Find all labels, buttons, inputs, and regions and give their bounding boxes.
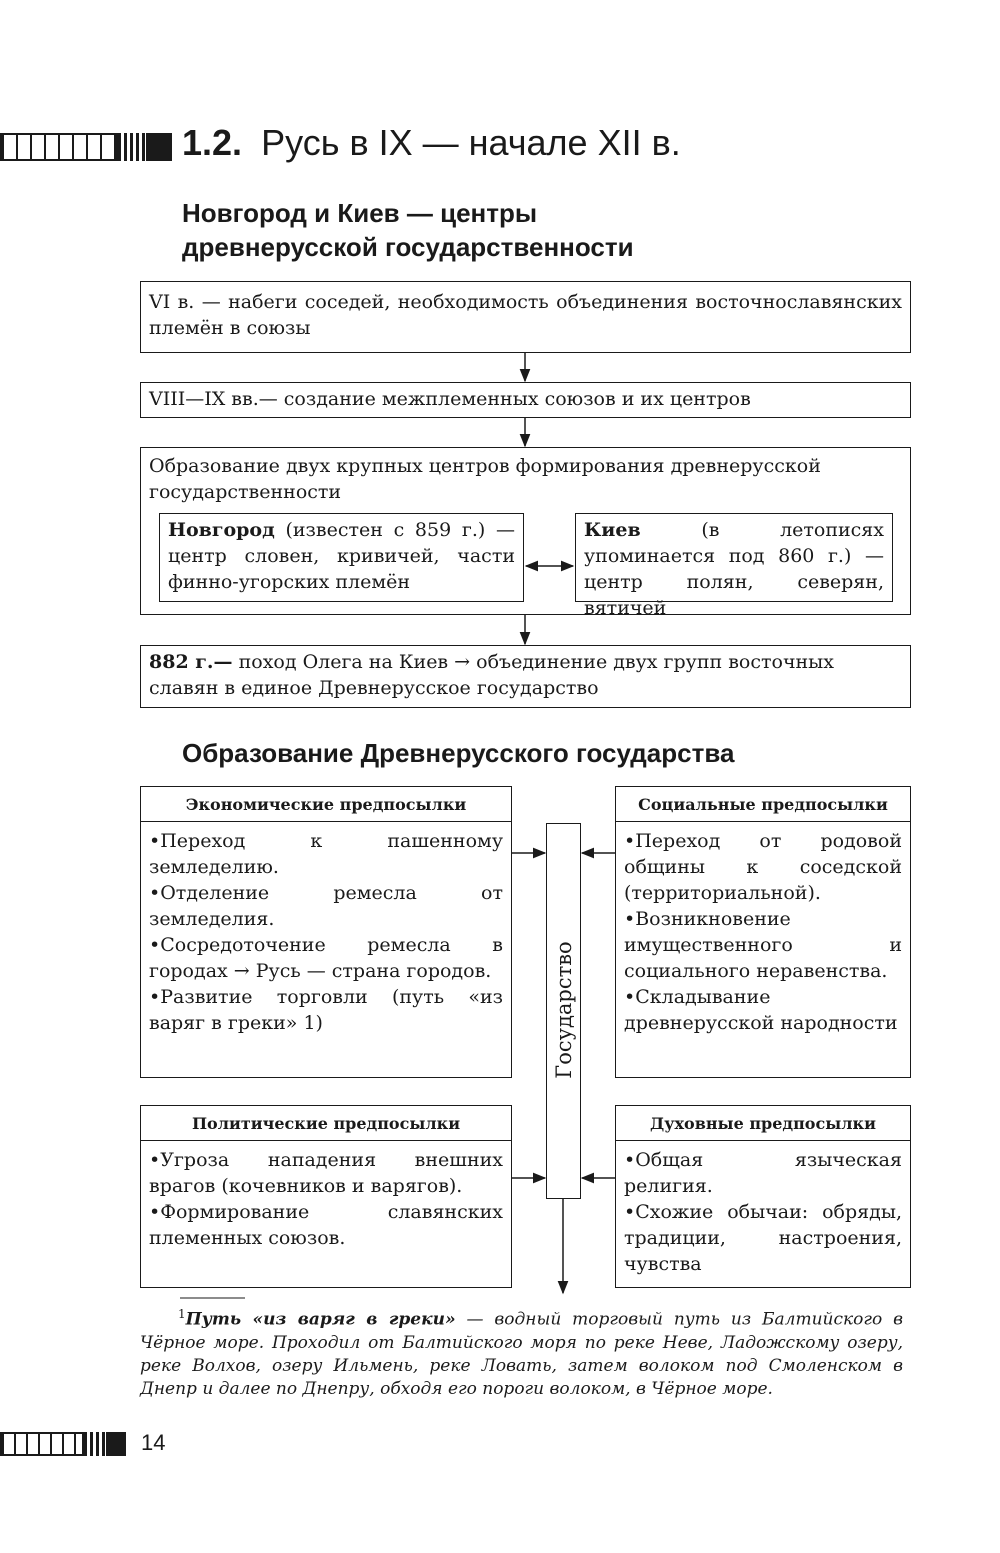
- spiritual-item-1: •Общая языческая религия.: [624, 1149, 902, 1197]
- social-item-1: •Переход от родовой общины к соседской (территориальной).: [624, 830, 902, 904]
- economic-item-2: •Отделение ремесла от земледелия.: [149, 882, 503, 930]
- part1-heading-line2: древнерусской государственности: [182, 232, 634, 262]
- social-item-2: •Возникновение имущественного и социального неравенства.: [624, 908, 902, 982]
- flow-box-882-text: поход Олега на Киев → объединение двух групп восточных славян в единое Древнерусское государство: [149, 651, 835, 699]
- state-label: Государство: [552, 941, 576, 1079]
- flow-box-8-9th-century-text: VIII—IX вв.— создание межплеменных союзов и их центров: [149, 388, 751, 410]
- novgorod-name: Новгород: [168, 519, 275, 541]
- kiev-name: Киев: [584, 519, 641, 541]
- economic-item-1: •Переход к пашенному земледелию.: [149, 830, 503, 878]
- footnote-mark: 1: [178, 1307, 186, 1321]
- spiritual-title: Духовные предпосылки: [650, 1113, 876, 1133]
- economic-title: Экономические предпосылки: [185, 794, 467, 814]
- social-item-3: •Складывание древнерусской народности: [624, 986, 898, 1034]
- year-882: 882 г.—: [149, 651, 233, 673]
- social-title: Социальные предпосылки: [638, 794, 888, 814]
- flow-box-6th-century-text: VI в. — набеги соседей, необходимость объединения восточнославянских племён в союзы: [149, 291, 902, 339]
- kiev-text: (в летописях упоминается под 860 г.) — центр полян, северян, вятичей: [584, 519, 884, 619]
- page-number: 14: [141, 1430, 166, 1455]
- spiritual-item-2: •Схожие обычаи: обряды, традиции, настроения, чувства: [624, 1201, 902, 1275]
- page-number-bars-decoration: [0, 1432, 126, 1456]
- political-item-2: •Формирование славянских племенных союзов.: [149, 1201, 503, 1249]
- political-item-1: •Угроза нападения внешних врагов (кочевников и варягов).: [149, 1149, 503, 1197]
- political-title: Политические предпосылки: [191, 1113, 461, 1133]
- footnote: [140, 1303, 903, 1401]
- economic-item-3: •Сосредоточение ремесла в городах → Русь — страна городов.: [149, 934, 503, 982]
- economic-item-4: •Развитие торговли (путь «из варяг в греки» 1): [149, 986, 503, 1034]
- two-centers-title: Образование двух крупных центров формирования древнерусской государственности: [149, 455, 821, 503]
- part1-heading-line1: Новгород и Киев — центры: [182, 198, 538, 228]
- section-title: Русь в IX — начале XII в.: [261, 122, 681, 163]
- part2-heading: Образование Древнерусского государства: [182, 738, 735, 768]
- section-number: 1.2.: [182, 122, 243, 163]
- footnote-term: Путь «из варяг в греки»: [185, 1309, 456, 1330]
- footnote-text: — водный торговый путь из Балтийского в Чёрное море. Проходил от Балтийского моря по реке Неве, Ладожскому озеру, реке Волхов, озеру Ильмень, реке Ловать, затем волоком под Смоленском в Днепр и далее по Днепру, обходя его пороги волоком, в Чёрное море.: [140, 1309, 903, 1399]
- novgorod-text: (известен с 859 г.) — центр словен, кривичей, части финно-угорских племён: [168, 519, 515, 593]
